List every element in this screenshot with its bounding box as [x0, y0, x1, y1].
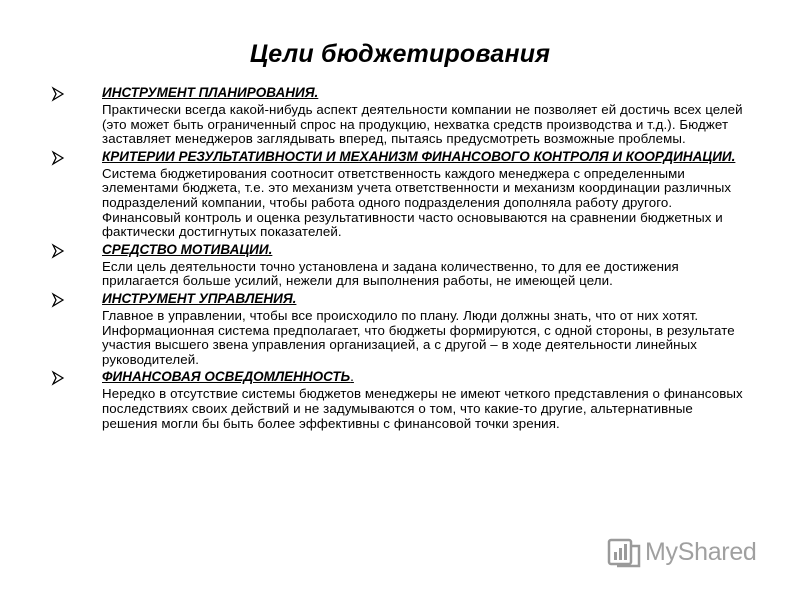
goals-list: [50, 86, 750, 434]
arrow-bullet-icon: [50, 150, 66, 166]
slide-title: Цели бюджетирования: [249, 40, 551, 68]
item-text: Практически всегда какой-нибудь аспект деятельности компании не позволяет ей достичь всех целей (это может быть ограниченный спрос на продукцию, нехватка средств производства и т.д.). Бюджет заставляет менеджеров заглядывать вперед, пытаясь предусмотреть возможные проблемы.: [102, 102, 743, 147]
item-heading: СРЕДСТВО МОТИВАЦИИ.: [102, 241, 273, 257]
watermark-text: MyShared: [645, 537, 757, 566]
myshared-logo-icon: [607, 534, 641, 570]
arrow-bullet-icon: [50, 243, 66, 259]
list-item: [50, 243, 750, 289]
arrow-bullet-icon: [50, 86, 66, 102]
item-text: Если цель деятельности точно установлена и задана количественно, то для ее достижения прилагается больше усилий, нежели для выполнения работы, не имеющей цели.: [102, 258, 679, 289]
item-heading: ФИНАНСОВАЯ ОСВЕДОМЛЕННОСТЬ.: [102, 369, 354, 385]
list-item: [50, 292, 750, 367]
list-item: [50, 150, 750, 240]
list-item: [50, 86, 750, 147]
list-item: [50, 370, 750, 431]
item-heading: ИНСТРУМЕНТ ПЛАНИРОВАНИЯ.: [102, 85, 319, 100]
item-heading: КРИТЕРИИ РЕЗУЛЬТАТИВНОСТИ И МЕХАНИЗМ ФИНАНСОВОГО КОНТРОЛЯ И КООРДИНАЦИИ.: [102, 148, 736, 164]
arrow-bullet-icon: [50, 370, 66, 386]
item-text: Система бюджетирования соотносит ответственность каждого менеджера с определенными элементами бюджета, т.е. это механизм учета ответственности и механизм координации различных подразделений компании, чтобы работа одного подразделения дополняла работу другого. Финансовый контроль и оценка результативности часто основываются на сравнении бюджетных и фактически достигнутых показателей.: [102, 165, 732, 240]
arrow-bullet-icon: [50, 292, 66, 308]
item-heading: ИНСТРУМЕНТ УПРАВЛЕНИЯ.: [102, 290, 297, 306]
item-text: Нередко в отсутствие системы бюджетов менеджеры не имеют четкого представления о финансовых последствиях своих действий и не задумываются о том, что какие-то другие, альтернативные решения могли бы быть более эффективны с финансовой точки зрения.: [102, 386, 743, 431]
item-text: Главное в управлении, чтобы все происходило по плану. Люди должны знать, что от них хотят. Информационная система предполагает, что бюджеты формируются, с одной стороны, в результате участия высшего звена управления организацией, а с другой – в ходе деятельности линейных руководителей.: [102, 307, 735, 367]
watermark: [607, 534, 757, 570]
